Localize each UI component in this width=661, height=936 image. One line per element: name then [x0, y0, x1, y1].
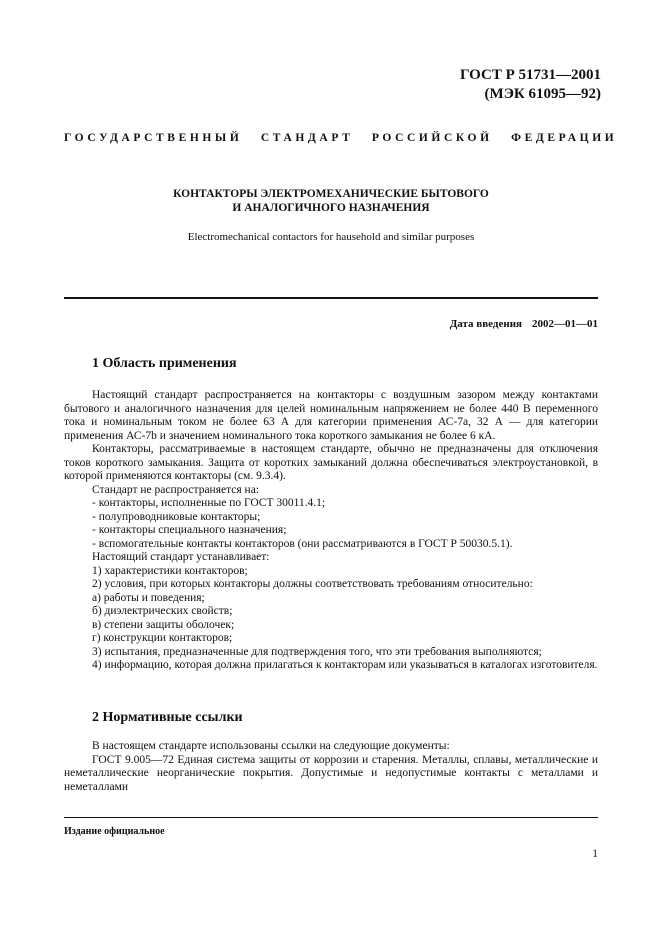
list-item: 2) условия, при которых контакторы должны соответствовать требованиям относительно:	[92, 578, 533, 590]
top-divider	[64, 297, 598, 299]
list-item: - контакторы специального назначения;	[92, 524, 287, 536]
list-item: - вспомогательные контакты контакторов (они рассматриваются в ГОСТ Р 50030.5.1).	[92, 537, 513, 550]
section-1-body	[64, 389, 598, 673]
paragraph: Настоящий стандарт распространяется на контакторы с воздушным зазором между контактами бытового и аналогичного назначения для целей номинальным напряжением не более 440 В переменного тока и номинальным током не более 63 А для категории применения АС-7а, 32 А — для категории применения АС-7b и значением номинального тока короткого замыкания не более 6 кА.	[64, 389, 598, 442]
list-item: - полупроводниковые контакторы;	[92, 510, 261, 523]
official-edition-label: Издание официальное	[64, 826, 165, 837]
section-2-heading: 2 Нормативные ссылки	[92, 710, 243, 725]
section-2-body	[64, 740, 598, 794]
title-line-1: КОНТАКТОРЫ ЭЛЕКТРОМЕХАНИЧЕСКИЕ БЫТОВОГО	[173, 188, 489, 200]
list-item: - контакторы, исполненные по ГОСТ 30011.4.1;	[92, 497, 326, 509]
list-item: 1) характеристики контакторов;	[92, 564, 248, 577]
footer-divider	[64, 817, 598, 818]
document-title	[64, 187, 598, 215]
iec-number: (МЭК 61095—92)	[484, 86, 601, 102]
list-item: а) работы и поведения;	[92, 591, 205, 604]
standard-designation	[460, 66, 601, 104]
paragraph: ГОСТ 9.005—72 Единая система защиты от коррозии и старения. Металлы, сплавы, металлические и неметаллические неорганические покрытия. Допустимые и недопустимые контакты с металлами и неметаллами	[64, 753, 598, 793]
paragraph: Контакторы, рассматриваемые в настоящем стандарте, обычно не предназначены для отключения токов короткого замыкания. Защита от коротких замыканий должна обеспечиваться электроустановкой, в которой применяются контакторы (см. 9.3.4).	[64, 443, 598, 482]
intro-date-value: 2002—01—01	[532, 318, 598, 330]
intro-date-label: Дата введения	[449, 318, 522, 330]
paragraph: Стандарт не распространяется на:	[92, 483, 259, 496]
list-item: 3) испытания, предназначенные для подтверждения того, что эти требования выполняются;	[92, 645, 542, 658]
intro-date	[450, 318, 598, 330]
list-item: 4) информацию, которая должна прилагаться к контакторам или указываться в каталогах изготовителя.	[92, 659, 598, 671]
page-number: 1	[592, 848, 598, 860]
list-item: в) степени защиты оболочек;	[92, 618, 235, 631]
document-title-english: Electromechanical contactors for hausehold and similar purposes	[187, 231, 475, 243]
paragraph: В настоящем стандарте использованы ссылки на следующие документы:	[92, 740, 450, 752]
paragraph: Настоящий стандарт устанавливает:	[92, 551, 270, 563]
state-standard-heading: ГОСУДАРСТВЕННЫЙ СТАНДАРТ РОССИЙСКОЙ ФЕДЕРАЦИИ	[64, 132, 618, 144]
section-1-heading: 1 Область применения	[92, 356, 237, 371]
list-item: г) конструкции контакторов;	[92, 632, 233, 644]
title-line-2: И АНАЛОГИЧНОГО НАЗНАЧЕНИЯ	[232, 202, 430, 214]
list-item: б) диэлектрических свойств;	[92, 605, 233, 617]
gost-number: ГОСТ Р 51731—2001	[459, 67, 601, 83]
